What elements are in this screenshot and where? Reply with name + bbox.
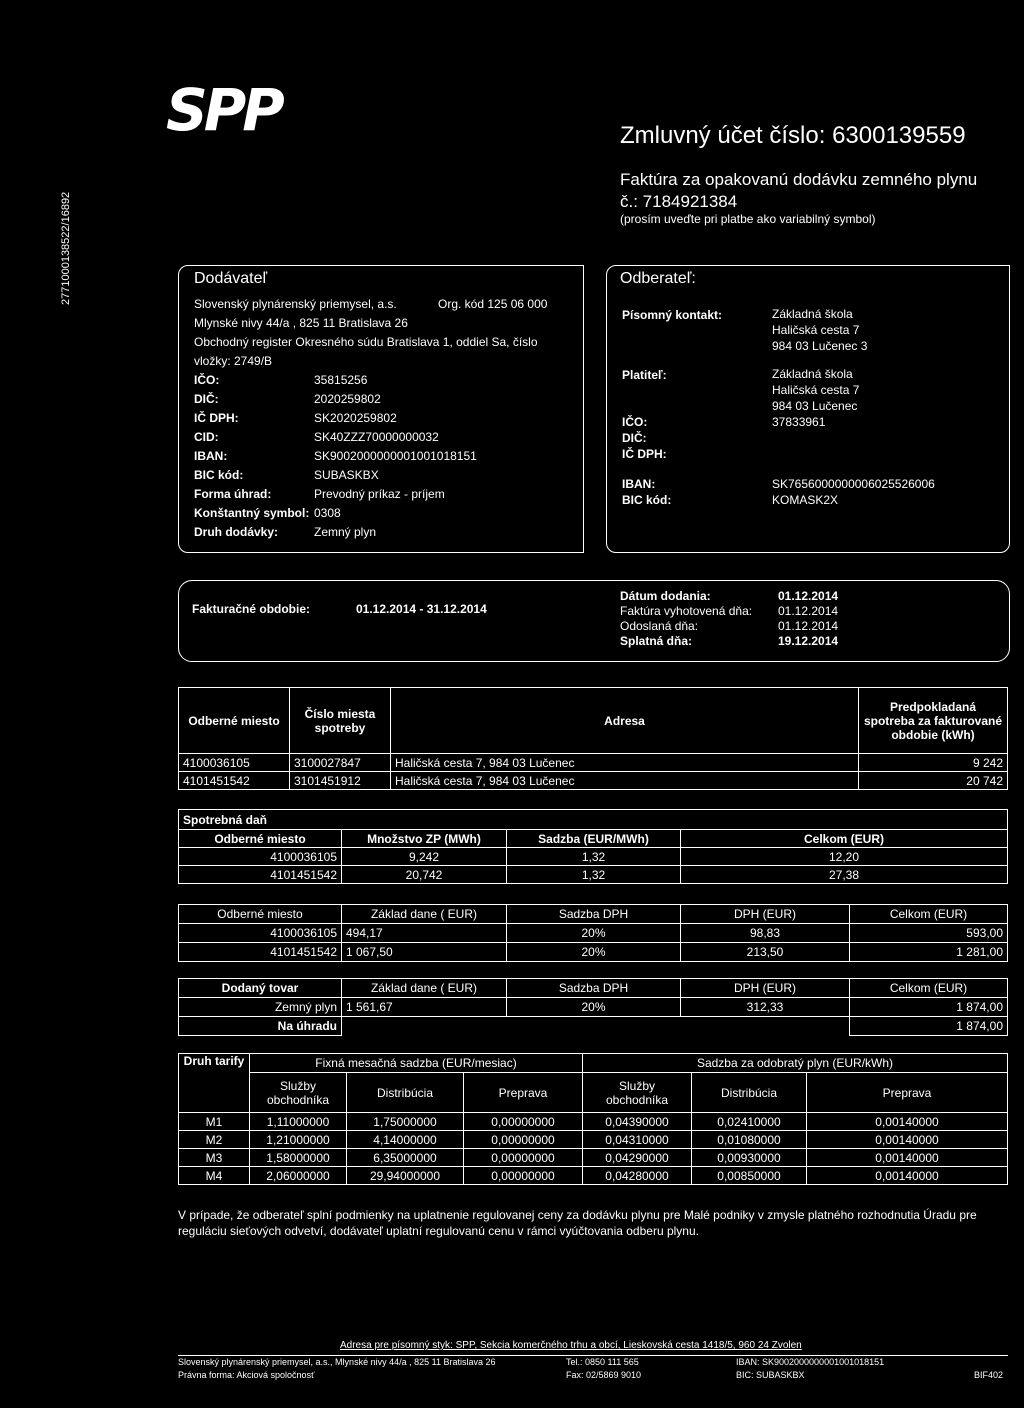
- col-header: Služby obchodníka: [583, 1073, 692, 1113]
- due-value: 1 874,00: [850, 1017, 1008, 1036]
- cell: 4100036105: [179, 754, 290, 772]
- footer-tel: Tel.: 0850 111 565: [566, 1357, 639, 1367]
- cell: 0,04280000: [583, 1167, 692, 1185]
- cell: 0,00140000: [807, 1149, 1008, 1167]
- cell: 27,38: [681, 866, 1008, 884]
- cell: 0,00140000: [807, 1167, 1008, 1185]
- seller-fields: [194, 371, 574, 542]
- col-header: Sadzba (EUR/MWh): [507, 830, 681, 848]
- field-label: IBAN:: [194, 449, 228, 463]
- col-header: Fixná mesačná sadzba (EUR/mesiac): [250, 1054, 583, 1073]
- col-header: Preprava: [464, 1073, 583, 1113]
- cell: Haličská cesta 7, 984 03 Lučenec: [391, 754, 859, 772]
- field-value: Zemný plyn: [314, 525, 377, 539]
- period-label: Fakturačné obdobie:: [192, 602, 311, 616]
- table-row: [179, 1131, 1008, 1149]
- date-label: Dátum dodania:: [620, 589, 711, 603]
- payer-address: [772, 366, 859, 430]
- cell: 1,32: [507, 866, 681, 884]
- date-value: 19.12.2014: [778, 634, 839, 648]
- date-value: 01.12.2014: [778, 589, 839, 603]
- cell: 4101451542: [179, 943, 342, 962]
- table-row: [179, 866, 1008, 884]
- footer-legal: Právna forma: Akciová spoločnosť: [178, 1370, 315, 1380]
- table-row: [179, 848, 1008, 866]
- cell: 6,35000000: [347, 1149, 464, 1167]
- iban-label: IBAN:: [622, 477, 656, 491]
- cell: 1 561,67: [342, 998, 507, 1017]
- field-label: BIC kód:: [194, 468, 244, 482]
- address-line: Základná škola: [772, 367, 853, 381]
- cell: 4101451542: [179, 866, 342, 884]
- field-label: Forma úhrad:: [194, 487, 272, 501]
- consumption-places-table: [178, 687, 1008, 790]
- footer-bic: BIC: SUBASKBX: [736, 1370, 805, 1380]
- due-row: [179, 1017, 1008, 1036]
- footer-address: Adresa pre písomný styk: SPP, Sekcia komerčného trhu a obcí, Lieskovská cesta 1418/5, 960 24 Zvolen: [340, 1340, 802, 1351]
- footer-divider: [178, 1355, 1008, 1356]
- period-value: 01.12.2014 - 31.12.2014: [356, 602, 487, 616]
- period-date-values: [778, 589, 838, 649]
- cell: 1 067,50: [342, 943, 507, 962]
- cell: 1 874,00: [850, 998, 1008, 1017]
- col-header: Číslo miesta spotreby: [290, 688, 391, 754]
- cell: 0,00930000: [692, 1149, 807, 1167]
- cell: 213,50: [681, 943, 850, 962]
- payer-label: Platiteľ:: [622, 368, 667, 382]
- vat-table: [178, 904, 1008, 962]
- cell: Haličská cesta 7, 984 03 Lučenec: [391, 772, 859, 790]
- col-header: Celkom (EUR): [681, 830, 1008, 848]
- cell: 9 242: [859, 754, 1008, 772]
- cell: 4100036105: [179, 848, 342, 866]
- cell: 4,14000000: [347, 1131, 464, 1149]
- cell: 12,20: [681, 848, 1008, 866]
- seller-org: Org. kód 125 06 000: [438, 297, 548, 311]
- address-line: Základná škola: [772, 307, 853, 321]
- cell: M2: [179, 1131, 250, 1149]
- address-line: Haličská cesta 7: [772, 323, 860, 337]
- cell: 0,04290000: [583, 1149, 692, 1167]
- col-header: Celkom (EUR): [850, 979, 1008, 998]
- invoice-title: Faktúra za opakovanú dodávku zemného plynu: [620, 170, 978, 189]
- field-value: Prevodný príkaz - príjem: [314, 487, 445, 501]
- cell: 20%: [507, 998, 681, 1017]
- ico-label: IČO:: [622, 415, 648, 429]
- excise-tax-table: [178, 809, 1008, 884]
- cell: 0,00850000: [692, 1167, 807, 1185]
- bic-label: BIC kód:: [622, 493, 672, 507]
- field-label: Konštantný symbol:: [194, 506, 310, 520]
- cell: 1,58000000: [250, 1149, 347, 1167]
- date-value: 01.12.2014: [778, 619, 839, 633]
- iban-value: SK7656000000006025526006: [772, 477, 935, 491]
- cell: 0,00000000: [464, 1167, 583, 1185]
- field-label: IČ DPH:: [194, 411, 239, 425]
- table-row: [179, 943, 1008, 962]
- contact-address: [772, 306, 867, 354]
- cell: Zemný plyn: [179, 998, 342, 1017]
- col-header: Druh tarify: [179, 1054, 250, 1113]
- icdph-label: IČ DPH:: [622, 447, 667, 461]
- cell: 20%: [507, 924, 681, 943]
- col-header: Služby obchodníka: [250, 1073, 347, 1113]
- buyer-ids: [622, 414, 667, 462]
- seller-address: Mlynské nivy 44/a , 825 11 Bratislava 26: [194, 316, 408, 330]
- footer-code: BIF402: [974, 1370, 1004, 1380]
- dic-label: DIČ:: [622, 431, 647, 445]
- side-code: 2771000138522/16892: [60, 191, 72, 305]
- field-value: SK2020259802: [314, 411, 397, 425]
- excise-title: Spotrebná daň: [179, 810, 1008, 830]
- address-line: 984 03 Lučenec 3: [772, 339, 868, 353]
- table-row: [179, 772, 1008, 790]
- seller-register: Obchodný register Okresného súdu Bratislava 1, oddiel Sa, číslo: [194, 335, 538, 349]
- footer-company: Slovenský plynárenský priemysel, a.s., Mlynské nivy 44/a , 825 11 Bratislava 26: [178, 1357, 496, 1367]
- address-line: 984 03 Lučenec: [772, 399, 858, 413]
- cell: 0,02410000: [692, 1113, 807, 1131]
- date-value: 01.12.2014: [778, 604, 839, 618]
- cell: 494,17: [342, 924, 507, 943]
- seller-name: Slovenský plynárenský priemysel, a.s.: [194, 297, 397, 311]
- col-header: Sadzba za odobratý plyn (EUR/kWh): [583, 1054, 1008, 1073]
- cell: 0,04310000: [583, 1131, 692, 1149]
- cell: 3101451912: [290, 772, 391, 790]
- footer-iban: IBAN: SK9002000000001001018151: [736, 1357, 885, 1367]
- col-header: Distribúcia: [347, 1073, 464, 1113]
- field-value: SK9002000000001001018151: [314, 449, 477, 463]
- cell: 0,00000000: [464, 1113, 583, 1131]
- summary-table: [178, 978, 1008, 1036]
- cell: 0,00140000: [807, 1113, 1008, 1131]
- cell: 0,04390000: [583, 1113, 692, 1131]
- footer-fax: Fax: 02/5869 9010: [566, 1370, 642, 1380]
- col-header: Adresa: [391, 688, 859, 754]
- buyer-title: Odberateľ:: [620, 270, 696, 287]
- col-header: Predpokladaná spotreba za fakturované obdobie (kWh): [859, 688, 1008, 754]
- date-label: Faktúra vyhotovená dňa:: [620, 604, 753, 618]
- bic-value: KOMASK2X: [772, 493, 839, 507]
- cell: 0,00000000: [464, 1149, 583, 1167]
- buyer-bank-labels: [622, 476, 671, 508]
- cell: 3100027847: [290, 754, 391, 772]
- invoice-number: č.: 7184921384: [620, 192, 738, 211]
- cell: 1,75000000: [347, 1113, 464, 1131]
- seller-title: Dodávateľ: [194, 270, 268, 287]
- address-line: Haličská cesta 7: [772, 383, 860, 397]
- field-label: Druh dodávky:: [194, 525, 279, 539]
- field-label: CID:: [194, 430, 219, 444]
- cell: 98,83: [681, 924, 850, 943]
- cell: 29,94000000: [347, 1167, 464, 1185]
- cell: 1,32: [507, 848, 681, 866]
- field-value: 35815256: [314, 373, 368, 387]
- col-header: Celkom (EUR): [850, 905, 1008, 924]
- due-label: Na úhradu: [179, 1017, 342, 1036]
- cell: 4101451542: [179, 772, 290, 790]
- cell: 0,00140000: [807, 1131, 1008, 1149]
- col-header: Sadzba DPH: [507, 905, 681, 924]
- invoice-note: (prosím uveďte pri platbe ako variabilný symbol): [620, 212, 876, 226]
- date-label: Odoslaná dňa:: [620, 619, 699, 633]
- field-value: SUBASKBX: [314, 468, 379, 482]
- table-row: [179, 1167, 1008, 1185]
- period-box: [178, 580, 1010, 662]
- col-header: Odberné miesto: [179, 688, 290, 754]
- cell: M4: [179, 1167, 250, 1185]
- cell: 20,742: [342, 866, 507, 884]
- buyer-ico: 37833961: [772, 415, 826, 429]
- table-row: [179, 1149, 1008, 1167]
- col-header: DPH (EUR): [681, 905, 850, 924]
- col-header: Dodaný tovar: [179, 979, 342, 998]
- table-row: [179, 754, 1008, 772]
- cell: 1,11000000: [250, 1113, 347, 1131]
- cell: 20 742: [859, 772, 1008, 790]
- tariff-table: [178, 1053, 1008, 1185]
- cell: 593,00: [850, 924, 1008, 943]
- table-row: [179, 1113, 1008, 1131]
- table-row: [179, 998, 1008, 1017]
- col-header: Odberné miesto: [179, 905, 342, 924]
- field-label: DIČ:: [194, 392, 219, 406]
- regulation-note: V prípade, že odberateľ splní podmienky na uplatnenie regulovanej ceny za dodávku plynu pre Malé podniky v zmysle platného rozhodnutia Úradu pre reguláciu sieťových odvetví, dodávateľ uplatní regulovanú cenu v rámci vyúčtovania odberu plynu.: [178, 1208, 977, 1238]
- cell: M1: [179, 1113, 250, 1131]
- col-header: Základ dane ( EUR): [342, 905, 507, 924]
- field-value: 2020259802: [314, 392, 381, 406]
- date-label: Splatná dňa:: [620, 634, 693, 648]
- field-value: SK40ZZZ70000000032: [314, 430, 439, 444]
- field-label: IČO:: [194, 373, 220, 387]
- col-header: Odberné miesto: [179, 830, 342, 848]
- cell: 312,33: [681, 998, 850, 1017]
- cell: M3: [179, 1149, 250, 1167]
- cell: 1,21000000: [250, 1131, 347, 1149]
- cell: 9,242: [342, 848, 507, 866]
- col-header: Preprava: [807, 1073, 1008, 1113]
- col-header: Sadzba DPH: [507, 979, 681, 998]
- period-date-labels: [620, 589, 752, 649]
- field-value: 0308: [314, 506, 341, 520]
- contact-label: Písomný kontakt:: [622, 308, 723, 322]
- buyer-bank-values: [772, 476, 935, 508]
- contract-number: Zmluvný účet číslo: 6300139559: [620, 122, 966, 149]
- cell: 1 281,00: [850, 943, 1008, 962]
- cell: 4100036105: [179, 924, 342, 943]
- cell: 2,06000000: [250, 1167, 347, 1185]
- cell: 0,01080000: [692, 1131, 807, 1149]
- col-header: Distribúcia: [692, 1073, 807, 1113]
- col-header: DPH (EUR): [681, 979, 850, 998]
- cell: 0,00000000: [464, 1131, 583, 1149]
- spp-logo: SPP: [166, 76, 281, 144]
- col-header: Základ dane ( EUR): [342, 979, 507, 998]
- col-header: Množstvo ZP (MWh): [342, 830, 507, 848]
- seller-register-2: vložky: 2749/B: [194, 354, 273, 368]
- cell: 20%: [507, 943, 681, 962]
- table-row: [179, 924, 1008, 943]
